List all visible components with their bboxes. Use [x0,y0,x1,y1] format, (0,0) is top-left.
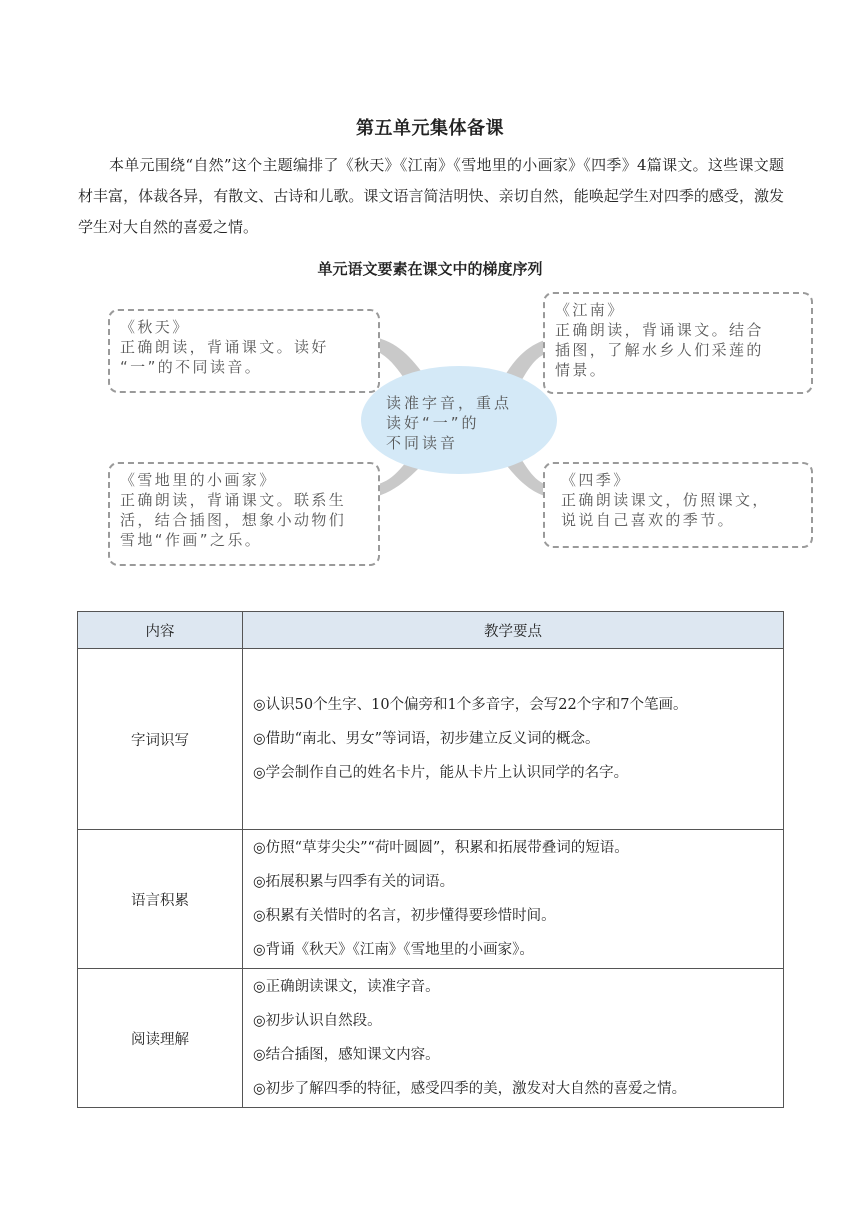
point-item: ◎正确朗读课文，读准字音。 [253,979,440,995]
center-line: 不同读音 [386,434,459,452]
box-title: 《雪地里的小画家》 [120,471,277,489]
box-xuedi [108,462,380,566]
row-category: 阅读理解 [78,969,243,1108]
box-line: 情景。 [555,361,608,379]
point-item: ◎背诵《秋天》《江南》《雪地里的小画家》。 [253,942,534,958]
diagram-title: 单元语文要素在课文中的梯度序列 [317,260,543,278]
box-line: 正确朗读课文，仿照课文， [561,491,770,509]
point-item: ◎认识50个生字、10个偏旁和1个多音字，会写22个字和7个笔画。 [253,697,688,713]
box-jiangnan [543,292,813,394]
box-siji [543,462,813,548]
center-line: 读准字音，重点 [386,394,513,412]
row-category: 字词识写 [78,649,243,830]
point-item: ◎结合插图，感知课文内容。 [253,1047,440,1063]
row-points [243,969,784,1108]
header-teaching-points: 教学要点 [243,612,784,649]
box-line: 正确朗读，背诵课文。联系生 [120,491,347,509]
row-points [243,649,784,830]
box-line: 正确朗读，背诵课文。读好 [120,338,329,356]
point-item: ◎学会制作自己的姓名卡片，能从卡片上认识同学的名字。 [253,765,629,781]
center-bubble-text [386,393,536,453]
point-item: ◎借助“南北、男女”等词语，初步建立反义词的概念。 [253,731,600,747]
center-line: 读好“一”的 [386,414,480,432]
point-item: ◎初步了解四季的特征，感受四季的美，激发对大自然的喜爱之情。 [253,1081,687,1097]
header-content: 内容 [78,612,243,649]
box-line: “一”的不同读音。 [120,358,263,376]
box-line: 正确朗读，背诵课文。结合 [555,321,764,339]
point-item: ◎拓展积累与四季有关的词语。 [253,874,455,890]
intro-paragraph: 本单元围绕“自然”这个主题编排了《秋天》《江南》《雪地里的小画家》《四季》4篇课文。这些课文题材丰富，体裁各异，有散文、古诗和儿歌。课文语言简洁明快、亲切自然，能唤起学生对四季的感受，激发学生对大自然的喜爱之情。 [78,156,784,236]
box-line: 插图，了解水乡人们采莲的 [555,341,764,359]
row-category: 语言积累 [78,830,243,969]
page-title: 第五单元集体备课 [356,118,504,139]
teaching-points-table [77,611,784,1108]
box-line: 活，结合插图，想象小动物们 [120,511,347,529]
box-line: 说说自己喜欢的季节。 [561,511,736,529]
table-row [78,969,784,1108]
table-header-row [78,612,784,649]
box-line: 雪地“作画”之乐。 [120,531,263,549]
point-item: ◎积累有关惜时的名言，初步懂得要珍惜时间。 [253,908,556,924]
point-item: ◎仿照“草芽尖尖”“荷叶圆圆”，积累和拓展带叠词的短语。 [253,840,629,856]
point-item: ◎初步认识自然段。 [253,1013,382,1029]
box-title: 《江南》 [555,301,625,319]
table-row [78,649,784,830]
box-title: 《四季》 [561,471,631,489]
box-qiutian [108,309,380,393]
row-points [243,830,784,969]
table-row [78,830,784,969]
box-title: 《秋天》 [120,318,190,336]
